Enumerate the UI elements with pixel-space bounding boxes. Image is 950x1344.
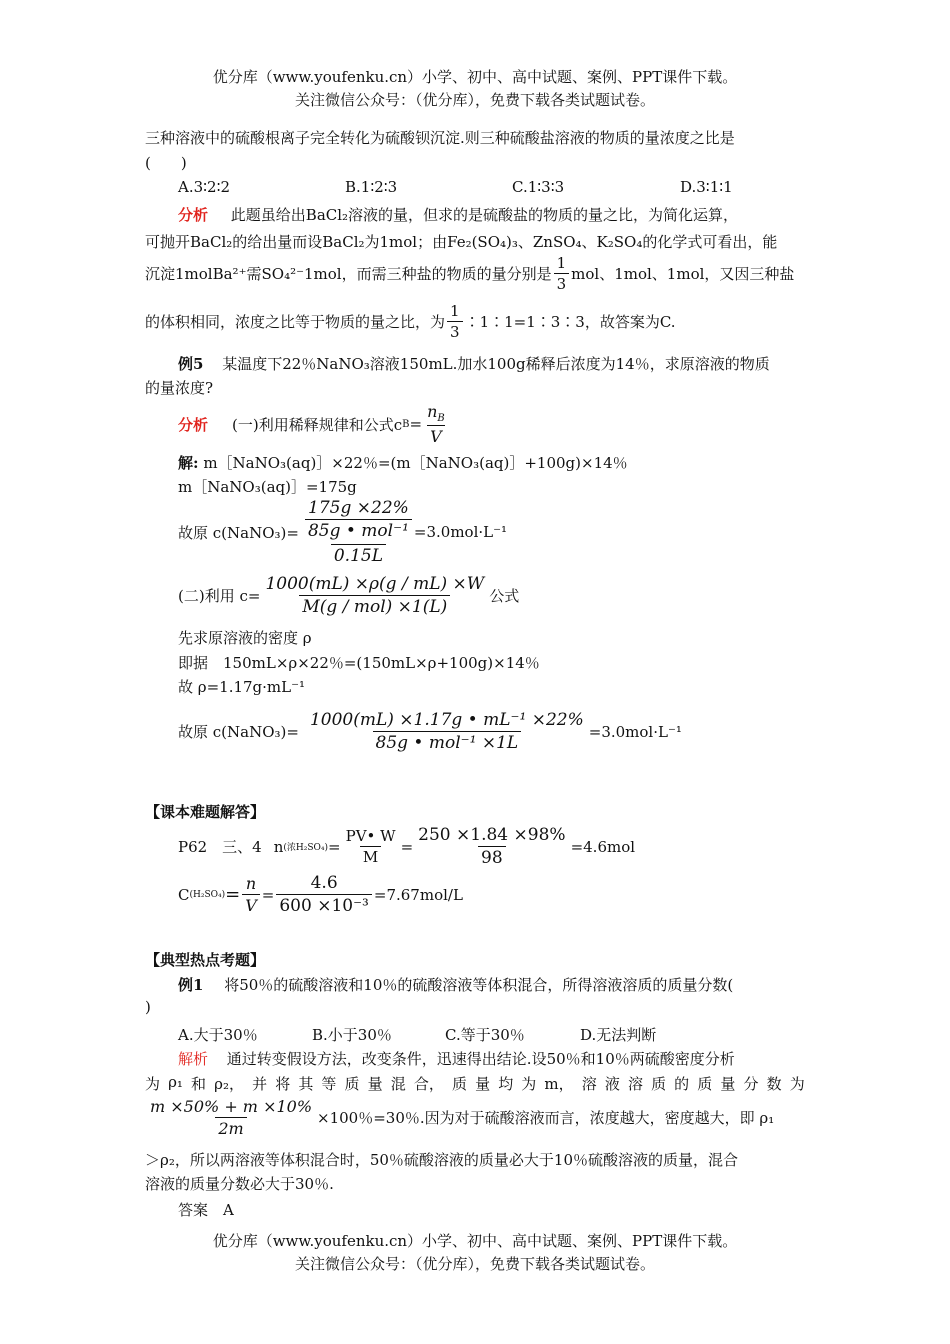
- fraction-nB-over-V: [424, 402, 448, 446]
- formula-label: 故原 c(NaNO₃)=: [178, 523, 299, 542]
- justified-word: 其: [298, 1075, 314, 1093]
- example-text: 某温度下22％NaNO₃溶液150mL.加水100g稀释后浓度为14％，求原溶液的物质: [222, 355, 770, 373]
- ex5-step-2: 即据 150mL×ρ×22％=(150mL×ρ+100g)×14％: [178, 654, 540, 672]
- justified-word: 质: [697, 1075, 713, 1093]
- fraction-one-third: [554, 254, 570, 293]
- fraction-numeric: [415, 825, 568, 868]
- q4-analysis-line-4: [145, 302, 676, 341]
- section-heading-textbook: 【课本难题解答】: [145, 803, 266, 821]
- justified-word: ρ₂，: [214, 1075, 244, 1093]
- equals: =: [409, 415, 423, 434]
- density-formula: [262, 574, 487, 617]
- justified-word: 均: [498, 1075, 514, 1093]
- ex5-method-2: [178, 574, 519, 617]
- q4-analysis-line-2: 可抛开BaCl₂的给出量而设BaCl₂为1mol；由Fe₂(SO₄)₃、ZnSO₄、K₂SO₄的化学式可看出，能: [145, 233, 778, 251]
- symbol: C: [178, 885, 190, 904]
- analysis-text: ×100％=30％.因为对于硫酸溶液而言，浓度越大，密度越大，即 ρ₁: [317, 1109, 775, 1127]
- frac-den: 3: [554, 273, 570, 293]
- frac-num: 250 ×1.84 ×98%: [418, 825, 566, 845]
- frac-den: 3: [447, 321, 463, 341]
- justified-word: 量: [367, 1075, 383, 1093]
- ex5-step-3: 故 ρ=1.17g·mL⁻¹: [178, 678, 306, 696]
- method-text: (二)利用 c=: [178, 587, 261, 605]
- frac-den: 85g • mol⁻¹ ×1L: [373, 731, 522, 753]
- frac-den: M(g / mol) ×1(L): [299, 595, 450, 617]
- hot-ex-line-1: [178, 974, 733, 995]
- textbook-c-formula: C (H₂SO₄) = $\frac{n}{V}$ = $\frac{4.6}{\text{600 ×10⁻³}}$ =7.67mol/L: [178, 873, 463, 916]
- analysis-text: 沉淀1molBa²⁺需SO₄²⁻1mol，而需三种盐的物质的量分别是: [145, 265, 552, 283]
- analysis-text: mol、1mol、1mol，又因三种盐: [571, 265, 795, 283]
- frac-num: 1: [556, 254, 567, 272]
- hot-analysis-line-2: [145, 1073, 805, 1094]
- method-text: 公式: [489, 587, 520, 605]
- hot-option-a: A.大于30％: [178, 1026, 258, 1044]
- analysis-text: 通过转变假设方法，改变条件，迅速得出结论.设50％和10％两硫酸密度分析: [226, 1050, 735, 1068]
- justified-word: 将: [275, 1075, 291, 1093]
- frac-num: n: [245, 874, 257, 893]
- method-text: (一)利用稀释规律和公式c: [232, 415, 403, 434]
- q4-option-d: D.3∶1∶1: [680, 178, 733, 196]
- header-line-2: 关注微信公众号：（优分库），免费下载各类试题试卷。: [294, 91, 655, 109]
- q4-option-a: A.3∶2∶2: [178, 178, 231, 196]
- q4-option-c: C.1∶3∶3: [512, 178, 565, 196]
- justified-word: ρ₁: [168, 1073, 183, 1091]
- fraction-one-third: [447, 302, 463, 341]
- justified-word: 量: [475, 1075, 491, 1093]
- ex5-solution-line-2: m［NaNO₃(aq)］=175g: [178, 478, 357, 496]
- result: =3.0mol·L⁻¹: [588, 722, 682, 741]
- justified-word: 质: [651, 1075, 667, 1093]
- fraction-n-over-v: [242, 874, 260, 915]
- ex5-line-2: 的量浓度?: [145, 379, 214, 397]
- result: =3.0mol·L⁻¹: [413, 523, 508, 541]
- frac-num: 1000(mL) ×ρ(g / mL) ×W: [265, 574, 485, 594]
- justified-word: 分: [743, 1075, 759, 1093]
- hot-answer: 答案 A: [178, 1201, 234, 1219]
- footer-line-2: 关注微信公众号：（优分库），免费下载各类试题试卷。: [294, 1255, 655, 1273]
- result: =4.6mol: [570, 837, 636, 856]
- analysis-text: 此题虽给出BaCl₂溶液的量，但求的是硫酸盐的物质的量之比，为简化运算，: [230, 206, 739, 224]
- textbook-n-formula: P62 三、4 n (浓H₂SO₄) = $\frac{PV• W}{M}$ = $\frac{250 \times 1.84 \times 98\%}{98}$ =4.6mol: [178, 825, 636, 868]
- justified-word: 为: [145, 1075, 161, 1093]
- justified-word: 溶: [581, 1075, 597, 1093]
- symbol: n: [273, 837, 284, 856]
- hot-analysis-line-5: 溶液的质量分数必大于30％.: [145, 1175, 334, 1193]
- hot-analysis-line-1: [178, 1048, 735, 1069]
- hot-ex-paren: ): [145, 998, 151, 1016]
- formula-label: 故原 c(NaNO₃)=: [178, 723, 299, 741]
- q4-analysis-line-1: [178, 204, 738, 225]
- subscript: B: [437, 413, 445, 425]
- justified-word: 液: [604, 1075, 620, 1093]
- analysis-label: 分析: [178, 206, 209, 224]
- solution-label: 解:: [178, 454, 199, 472]
- justified-word: 和: [191, 1075, 207, 1093]
- frac-num: 1: [450, 302, 460, 320]
- justified-word: 量: [720, 1075, 736, 1093]
- frac-den: V: [242, 894, 260, 915]
- justified-word: 质: [344, 1075, 360, 1093]
- justified-word: 溶: [627, 1075, 643, 1093]
- ex5-step-1: 先求原溶液的密度 ρ: [178, 629, 312, 647]
- hot-option-b: B.小于30％: [312, 1026, 392, 1044]
- fraction-numeric: [276, 873, 372, 916]
- ex5-concentration-1: [178, 498, 507, 566]
- frac-den: M: [360, 846, 381, 866]
- analysis-text: 的体积相同，浓度之比等于物质的量之比，为: [145, 313, 446, 331]
- justified-word: m，: [544, 1075, 574, 1093]
- subscript: B: [402, 418, 410, 430]
- fraction-pvw-over-m: [343, 827, 399, 866]
- ex5-solution-line-1: [178, 452, 628, 473]
- frac-den: 2m: [215, 1117, 246, 1138]
- compound-fraction: [305, 498, 412, 566]
- frac-mid: 85g • mol⁻¹: [305, 519, 412, 541]
- justified-word: 并: [252, 1075, 268, 1093]
- q4-analysis-line-3: [145, 254, 794, 293]
- analysis-label: 解析: [178, 1050, 209, 1068]
- justified-word: 质: [451, 1075, 467, 1093]
- subscript: (H₂SO₄): [189, 889, 226, 900]
- frac-num: n: [427, 402, 438, 421]
- justified-word: 合，: [413, 1075, 444, 1093]
- frac-num: 175g ×22%: [308, 498, 409, 518]
- frac-den: V: [427, 425, 445, 446]
- hot-option-d: D.无法判断: [580, 1026, 657, 1044]
- analysis-text: ∶1∶1=1∶3∶3，故答案为C.: [464, 313, 676, 331]
- q4-paren: ( ): [145, 154, 187, 172]
- subscript: (浓H₂SO₄): [283, 843, 329, 853]
- problem-ref: P62 三、4: [178, 838, 262, 856]
- justified-word: 等: [321, 1075, 337, 1093]
- frac-num: 4.6: [310, 873, 338, 893]
- concentration-fraction: [307, 710, 587, 753]
- frac-num: 1000(mL) ×1.17g • mL⁻¹ ×22%: [309, 710, 584, 730]
- solution-text: m［NaNO₃(aq)］×22％=(m［NaNO₃(aq)］+100g)×14％: [203, 454, 628, 472]
- footer-line-1: 优分库（www.youfenku.cn）小学、初中、高中试题、案例、PPT课件下载。: [212, 1232, 738, 1250]
- q4-stem: 三种溶液中的硫酸根离子完全转化为硫酸钡沉淀.则三种硫酸盐溶液的物质的量浓度之比是: [145, 129, 735, 147]
- frac-den: 0.15L: [331, 544, 386, 566]
- q4-option-b: B.1∶2∶3: [345, 178, 398, 196]
- section-heading-hot: 【典型热点考题】: [145, 951, 266, 969]
- frac-num: PV• W: [345, 827, 396, 845]
- justified-word: 混: [390, 1075, 406, 1093]
- analysis-label: 分析: [178, 415, 209, 434]
- justified-word: 为: [521, 1075, 537, 1093]
- header-line-1: 优分库（www.youfenku.cn）小学、初中、高中试题、案例、PPT课件下载。: [212, 68, 738, 86]
- frac-den: 600 ×10⁻³: [276, 894, 372, 916]
- example-label: 例1: [178, 976, 204, 994]
- justified-word: 数: [766, 1075, 782, 1093]
- ex5-concentration-2: [178, 710, 682, 753]
- hot-analysis-line-3: [145, 1097, 774, 1138]
- ex5-line-1: [178, 353, 770, 374]
- hot-analysis-line-4: ＞ρ₂，所以两溶液等体积混合时，50％硫酸溶液的质量必大于10％硫酸溶液的质量，混合: [145, 1151, 739, 1169]
- frac-num: m ×50% + m ×10%: [150, 1097, 313, 1116]
- result: =7.67mol/L: [373, 885, 463, 904]
- justified-word: 的: [674, 1075, 690, 1093]
- mass-fraction-formula: [147, 1097, 315, 1138]
- justified-word: 为: [789, 1075, 805, 1093]
- hot-option-c: C.等于30％: [445, 1026, 525, 1044]
- example-text: 将50％的硫酸溶液和10％的硫酸溶液等体积混合，所得溶液溶质的质量分数(: [224, 976, 734, 994]
- frac-den: 98: [478, 846, 506, 868]
- example-label: 例5: [178, 355, 204, 373]
- ex5-method-1: [178, 402, 450, 446]
